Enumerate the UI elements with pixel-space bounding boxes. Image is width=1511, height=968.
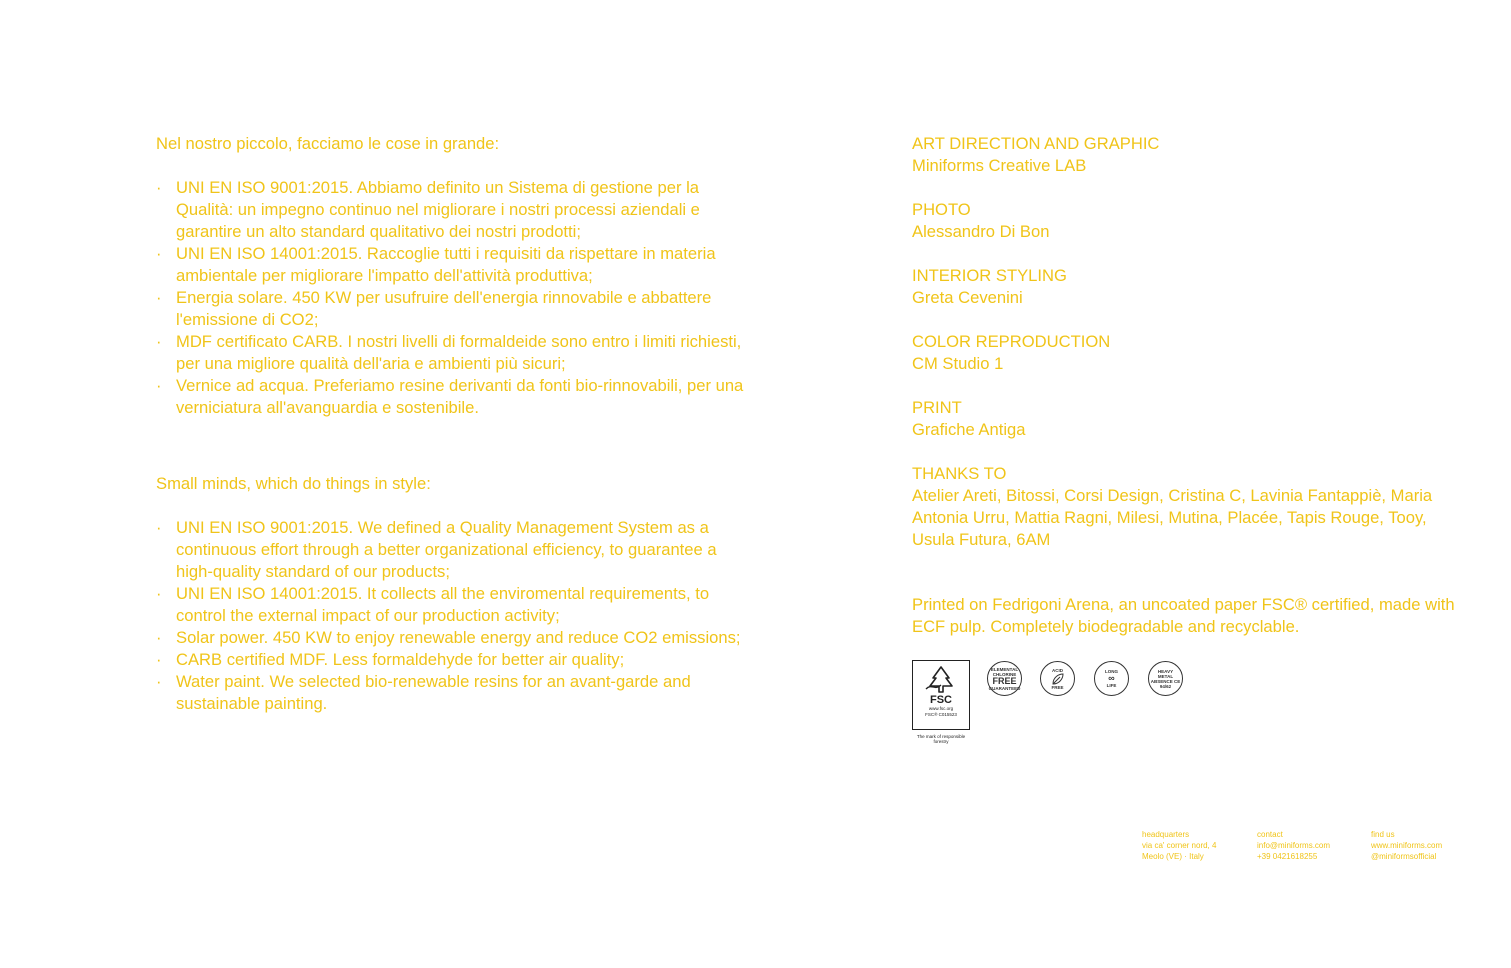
footer-label: contact <box>1257 830 1283 839</box>
footer-phone[interactable]: +39 0421618255 <box>1257 852 1318 861</box>
list-item: · CARB certified MDF. Less formaldehyde for better air quality; <box>156 650 625 669</box>
credit-name: CM Studio 1 <box>912 354 1004 373</box>
footer-label: find us <box>1371 830 1395 839</box>
footer-find-us <box>1371 829 1442 862</box>
credit-role: INTERIOR STYLING <box>912 266 1067 285</box>
footer-email-link[interactable]: info@miniforms.com <box>1257 841 1331 850</box>
credit-name: Alessandro Di Bon <box>912 222 1050 241</box>
certification-logos <box>912 660 1212 750</box>
list-item: · UNI EN ISO 9001:2015. We defined a Quality Management System as a continuous effort through a better organizational efficiency, to guarantee a high-quality standard of our products; <box>156 518 717 581</box>
credit-photo <box>912 199 1472 243</box>
fsc-code: FSC® C015523 <box>925 712 957 717</box>
credit-role: PRINT <box>912 398 962 417</box>
bullet-icon: · <box>156 672 162 691</box>
list-item: · UNI EN ISO 14001:2015. Raccoglie tutti i requisiti da rispettare in materia ambientale per migliorare l'impatto dell'attività produttiva; <box>156 244 716 285</box>
leaf-icon <box>1051 673 1065 685</box>
bullet-icon: · <box>156 584 162 603</box>
list-item: · UNI EN ISO 14001:2015. It collects all the enviromental requirements, to control the external impact of our production activity; <box>156 584 710 625</box>
left-column <box>156 133 756 715</box>
english-intro: Small minds, which do things in style: <box>156 474 431 493</box>
credit-name: Grafiche Antiga <box>912 420 1026 439</box>
footer-contact <box>1257 829 1330 862</box>
footer-social-link[interactable]: @miniformsofficial <box>1371 852 1437 861</box>
credit-name: Miniforms Creative LAB <box>912 156 1087 175</box>
english-section <box>156 473 756 715</box>
bullet-icon: · <box>156 332 162 351</box>
italian-intro: Nel nostro piccolo, facciamo le cose in grande: <box>156 134 500 153</box>
footer-address: via ca' corner nord, 4 <box>1142 841 1217 850</box>
list-item: · UNI EN ISO 9001:2015. Abbiamo definito un Sistema di gestione per la Qualità: un impegno continuo nel migliorare i nostri processi aziendali e garantire un alto standard qualitativo dei nostri prodotti; <box>156 178 700 241</box>
long-life-badge-icon: LONG ∞ LIFE <box>1094 661 1129 696</box>
credit-interior-styling <box>912 265 1472 309</box>
credit-role: ART DIRECTION AND GRAPHIC <box>912 134 1160 153</box>
ecf-badge-icon: ELEMENTAL CHLORINE FREE GUARANTEED <box>987 661 1022 696</box>
footer-headquarters <box>1142 829 1216 862</box>
credit-thanks <box>912 463 1472 551</box>
credit-role: THANKS TO <box>912 464 1007 483</box>
footer-label: headquarters <box>1142 830 1190 839</box>
list-item: · Vernice ad acqua. Preferiamo resine derivanti da fonti bio-rinnovabili, per una verniciatura all'avanguardia e sostenibile. <box>156 376 744 417</box>
italian-section <box>156 133 756 419</box>
bullet-icon: · <box>156 288 162 307</box>
credit-print <box>912 397 1472 441</box>
credit-role: PHOTO <box>912 200 971 219</box>
printed-note: Printed on Fedrigoni Arena, an uncoated paper FSC® certified, made with ECF pulp. Completely biodegradable and recyclable. <box>912 595 1455 636</box>
fsc-logo <box>912 660 970 730</box>
bullet-icon: · <box>156 178 162 197</box>
bullet-icon: · <box>156 650 162 669</box>
footer-city: Meolo (VE) · Italy <box>1142 852 1204 861</box>
credit-color-reproduction <box>912 331 1472 375</box>
bullet-icon: · <box>156 244 162 263</box>
credit-role: COLOR REPRODUCTION <box>912 332 1111 351</box>
bullet-icon: · <box>156 376 162 395</box>
list-item: · Solar power. 450 KW to enjoy renewable energy and reduce CO2 emissions; <box>156 628 741 647</box>
italian-list <box>156 177 756 419</box>
footer-website-link[interactable]: www.miniforms.com <box>1371 841 1443 850</box>
bullet-icon: · <box>156 518 162 537</box>
fsc-caption: The mark of responsible forestry <box>916 734 966 744</box>
heavy-metal-badge-icon: HEAVY METAL ABSENCE CE 94/62 <box>1148 661 1183 696</box>
fsc-url: www.fsc.org <box>928 706 954 711</box>
credits-column <box>912 133 1472 655</box>
acid-free-badge-icon: ACID FREE <box>1040 661 1075 696</box>
credit-name: Greta Cevenini <box>912 288 1023 307</box>
fsc-tree-icon <box>924 665 958 695</box>
credit-art-direction <box>912 133 1472 177</box>
credit-name: Atelier Areti, Bitossi, Corsi Design, Cristina C, Lavinia Fantappiè, Maria Antonia Urru, Mattia Ragni, Milesi, Mutina, Placée, Tapis Rouge, Tooy, Usula Futura, 6AM <box>912 486 1433 549</box>
list-item: · Water paint. We selected bio-renewable resins for an avant-garde and sustainable painting. <box>156 672 691 713</box>
list-item: · MDF certificato CARB. I nostri livelli di formaldeide sono entro i limiti richiesti, per una migliore qualità dell'aria e ambienti più sicuri; <box>156 332 742 373</box>
list-item: · Energia solare. 450 KW per usufruire dell'energia rinnovabile e abbattere l'emissione di CO2; <box>156 288 712 329</box>
fsc-name: FSC <box>930 694 952 706</box>
bullet-icon: · <box>156 628 162 647</box>
english-list <box>156 517 756 715</box>
